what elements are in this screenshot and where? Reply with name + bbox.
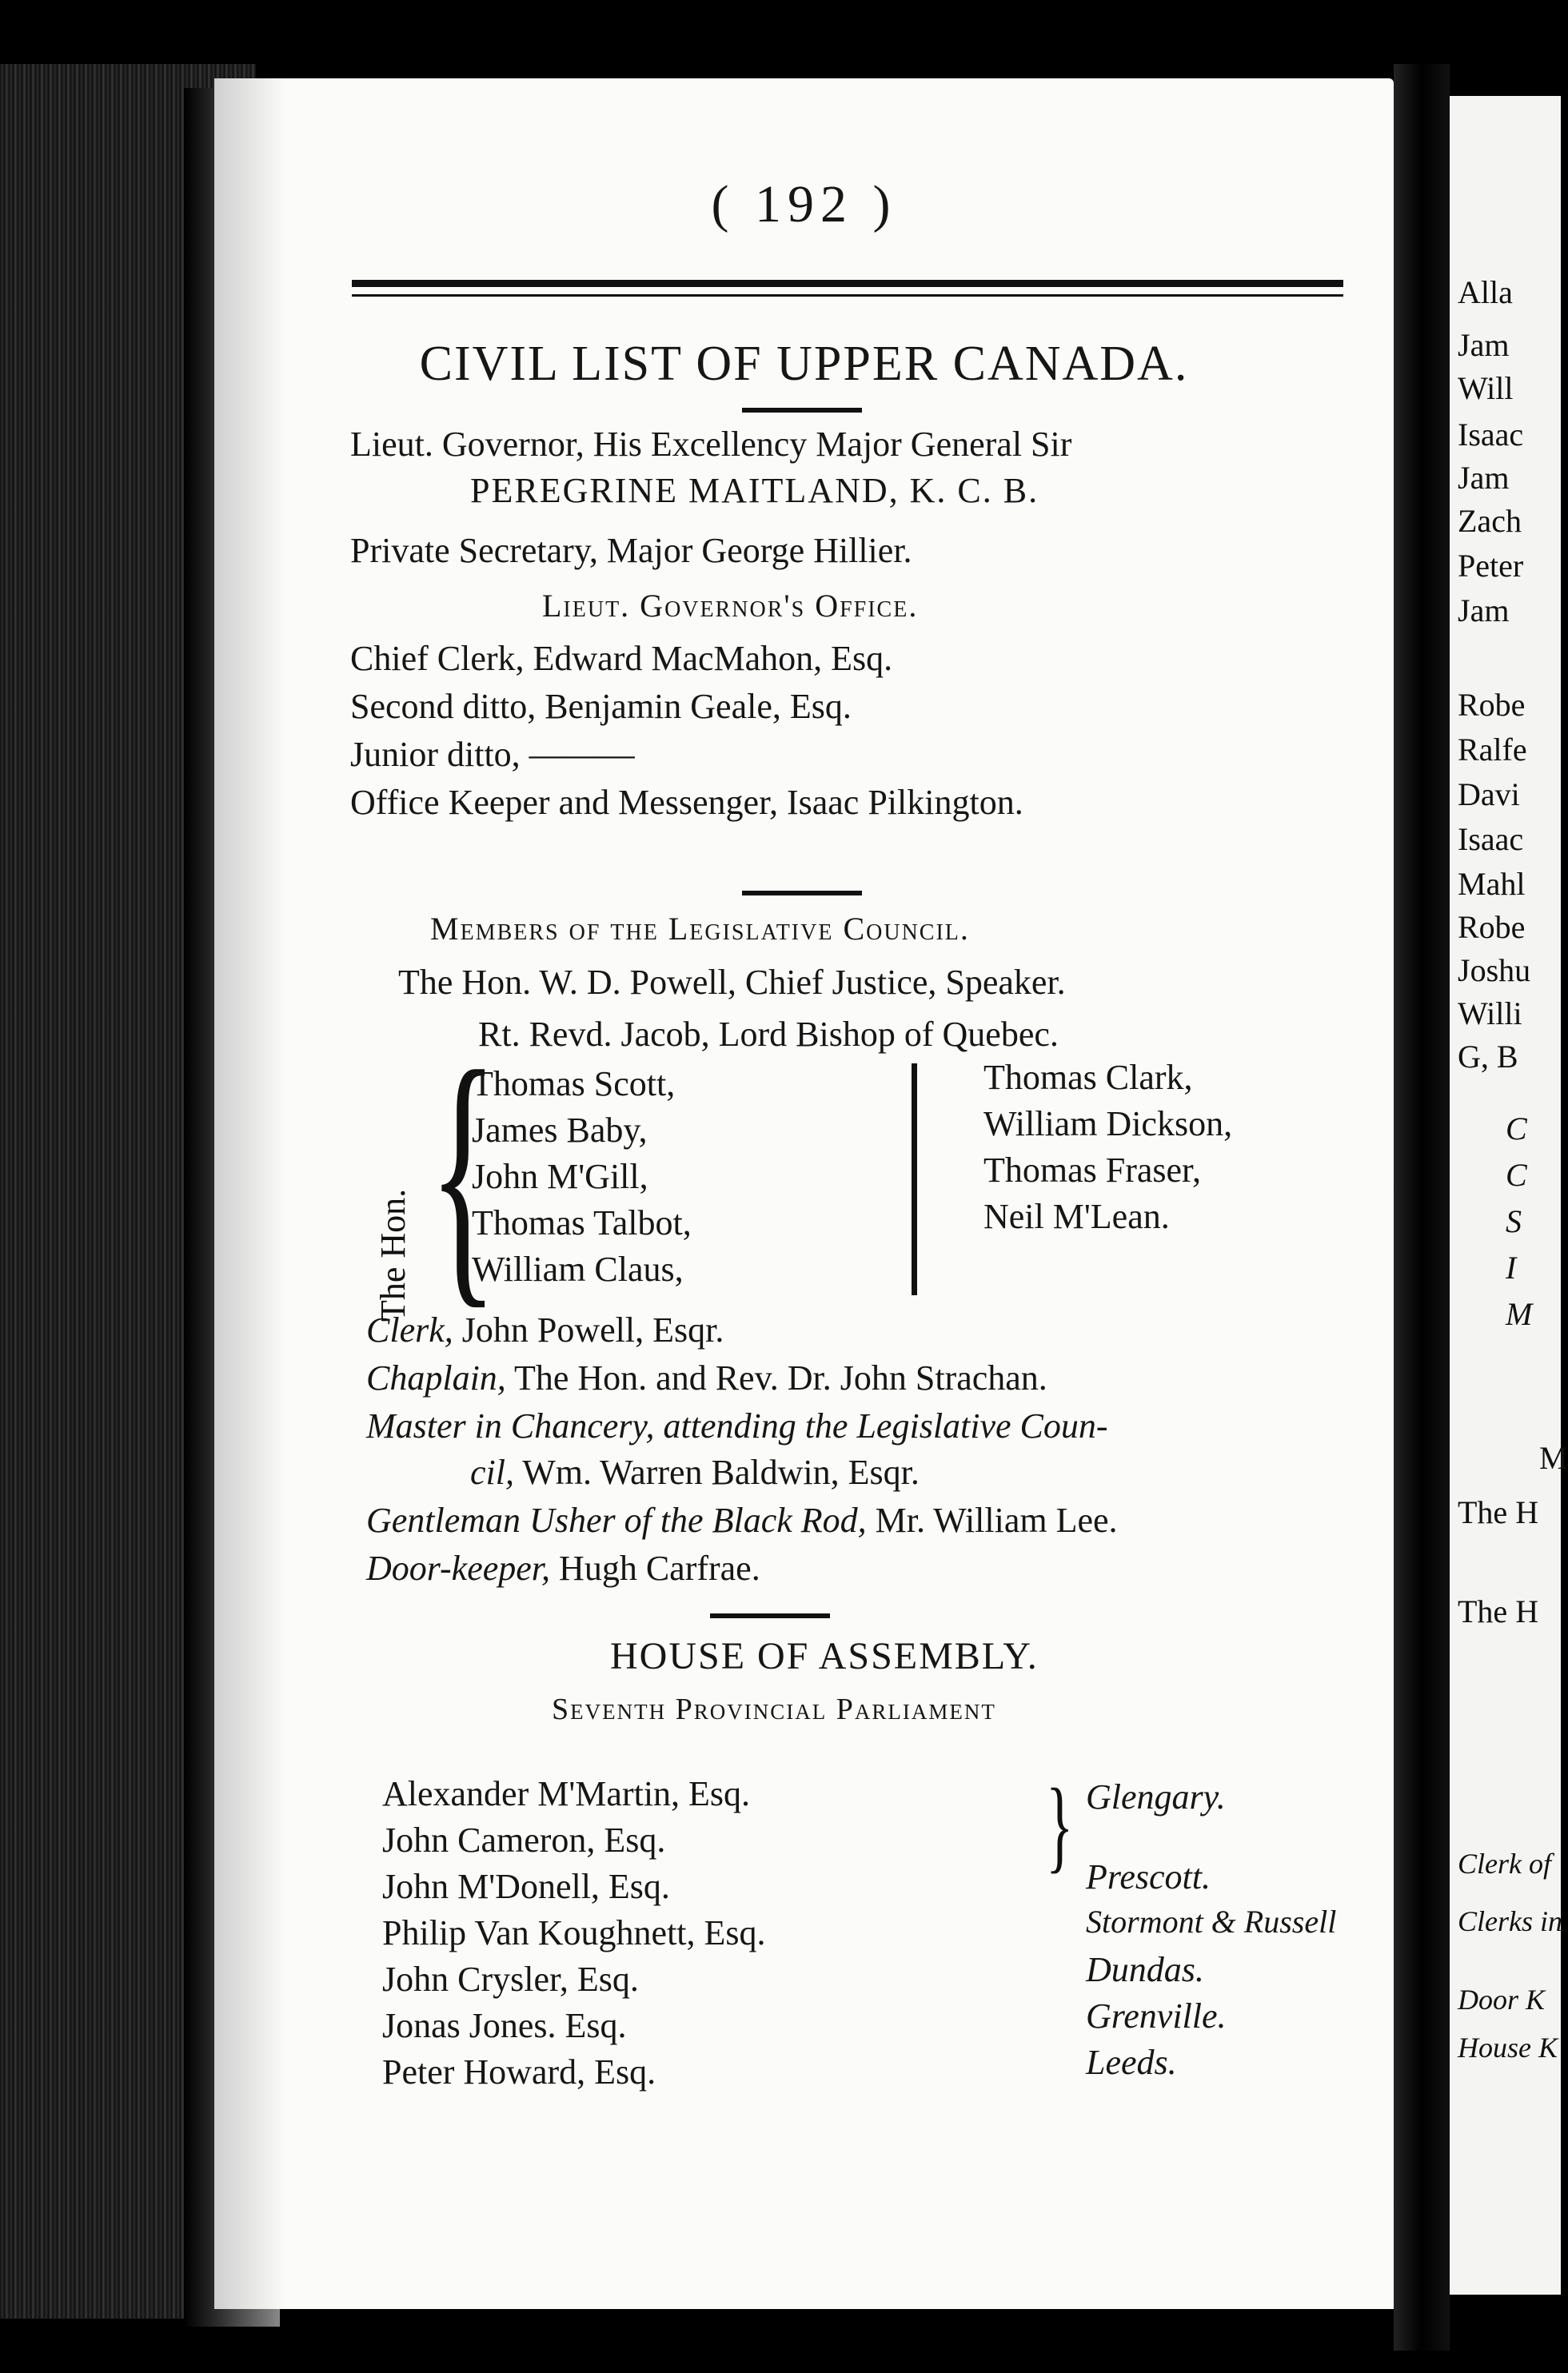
facing-page-fragment bbox=[1450, 96, 1568, 2295]
facing-page-text: Will bbox=[1458, 370, 1514, 406]
council-member: John M'Gill, bbox=[472, 1157, 648, 1196]
council-member: Thomas Scott, bbox=[472, 1064, 676, 1103]
book-page bbox=[214, 78, 1394, 2309]
private-secretary: Private Secretary, Major George Hillier. bbox=[350, 531, 912, 570]
assembly-member: John M'Donell, Esq. bbox=[382, 1867, 670, 1906]
assembly-heading: HOUSE OF ASSEMBLY. bbox=[610, 1635, 1039, 1677]
page-title: CIVIL LIST OF UPPER CANADA. bbox=[419, 337, 1189, 391]
facing-page-text: C bbox=[1506, 1157, 1527, 1193]
council-member: William Dickson, bbox=[983, 1104, 1233, 1143]
officer-line: Chaplain, The Hon. and Rev. Dr. John Strachan. bbox=[366, 1358, 1047, 1398]
office-line: Junior ditto, ——— bbox=[350, 735, 635, 774]
officer-line: cil, Wm. Warren Baldwin, Esqr. bbox=[470, 1453, 920, 1492]
assembly-member: Jonas Jones. Esq. bbox=[382, 2006, 627, 2045]
page-number: ( 192 ) bbox=[711, 175, 897, 233]
large-brace: { bbox=[429, 1012, 498, 1331]
facing-page-text: Jam bbox=[1458, 460, 1510, 496]
council-member: Thomas Clark, bbox=[983, 1058, 1193, 1097]
facing-page-text: Jam bbox=[1458, 327, 1510, 363]
facing-page-text: G, B bbox=[1458, 1039, 1518, 1075]
office-line: Chief Clerk, Edward MacMahon, Esq. bbox=[350, 639, 893, 678]
assembly-member: Philip Van Koughnett, Esq. bbox=[382, 1913, 766, 1952]
facing-page-text: I bbox=[1506, 1250, 1517, 1286]
office-line: Office Keeper and Messenger, Isaac Pilkington. bbox=[350, 783, 1023, 822]
assembly-member: John Crysler, Esq. bbox=[382, 1960, 639, 1999]
officer-line: Gentleman Usher of the Black Rod, Mr. William Lee. bbox=[366, 1501, 1118, 1540]
county: Dundas. bbox=[1086, 1950, 1204, 1989]
council-heading: Members of the Legislative Council. bbox=[430, 911, 970, 947]
facing-page-text: House K bbox=[1458, 2032, 1558, 2064]
office-heading: Lieut. Governor's Office. bbox=[542, 588, 919, 624]
facing-page-text: Willi bbox=[1458, 995, 1522, 1031]
county: Stormont & Russell bbox=[1086, 1904, 1337, 1940]
facing-page-text: M bbox=[1539, 1440, 1568, 1476]
facing-page-text: Peter bbox=[1458, 548, 1524, 584]
governor-name: PEREGRINE MAITLAND, K. C. B. bbox=[470, 471, 1039, 510]
governor-line: Lieut. Governor, His Excellency Major General Sir bbox=[350, 425, 1072, 464]
county: Grenville. bbox=[1086, 1996, 1227, 2036]
council-speaker: The Hon. W. D. Powell, Chief Justice, Speaker. bbox=[398, 963, 1066, 1002]
council-member: Thomas Fraser, bbox=[983, 1151, 1201, 1190]
office-line: Second ditto, Benjamin Geale, Esq. bbox=[350, 687, 852, 726]
facing-page-text: Davi bbox=[1458, 776, 1520, 812]
officer-line: Clerk, John Powell, Esqr. bbox=[366, 1310, 724, 1350]
facing-page-text: Door K bbox=[1458, 1984, 1546, 2016]
column-divider bbox=[912, 1063, 917, 1295]
book-gutter bbox=[1394, 64, 1450, 2351]
facing-page-text: Robe bbox=[1458, 687, 1526, 723]
assembly-member: Alexander M'Martin, Esq. bbox=[382, 1774, 751, 1813]
county-brace: } bbox=[1046, 1768, 1074, 1883]
facing-page-text: Joshu bbox=[1458, 952, 1531, 988]
facing-page-text: Clerk of bbox=[1458, 1848, 1551, 1880]
section-divider bbox=[742, 891, 862, 895]
facing-page-text: Isaac bbox=[1458, 821, 1524, 857]
council-member: William Claus, bbox=[472, 1250, 684, 1289]
facing-page-text: Jam bbox=[1458, 592, 1510, 628]
section-divider bbox=[710, 1613, 830, 1618]
council-member: James Baby, bbox=[472, 1111, 648, 1150]
facing-page-text: Ralfe bbox=[1458, 732, 1527, 768]
the-hon-label: The Hon. bbox=[373, 1188, 413, 1322]
assembly-member: John Cameron, Esq. bbox=[382, 1821, 666, 1860]
facing-page-text: The H bbox=[1458, 1593, 1539, 1629]
county: Leeds. bbox=[1086, 2043, 1177, 2082]
facing-page-text: The H bbox=[1458, 1494, 1539, 1530]
council-member: Thomas Talbot, bbox=[472, 1203, 692, 1242]
facing-page-text: Isaac bbox=[1458, 417, 1524, 453]
facing-page-text: S bbox=[1506, 1203, 1522, 1239]
facing-page-text: Mahl bbox=[1458, 866, 1526, 902]
section-divider bbox=[742, 408, 862, 413]
officer-line: Door-keeper, Hugh Carfrae. bbox=[366, 1549, 760, 1588]
facing-page-text: C bbox=[1506, 1111, 1527, 1147]
facing-page-text: M bbox=[1506, 1296, 1533, 1332]
assembly-subheading: Seventh Provincial Parliament bbox=[552, 1693, 996, 1726]
facing-page-text: Clerks in bbox=[1458, 1905, 1562, 1937]
county: Prescott. bbox=[1086, 1857, 1211, 1896]
facing-page-text: Zach bbox=[1458, 503, 1522, 539]
title-rule-thin bbox=[352, 294, 1343, 297]
title-rule-thick bbox=[352, 280, 1343, 287]
officer-line: Master in Chancery, attending the Legislative Coun- bbox=[366, 1406, 1108, 1446]
county: Glengary. bbox=[1086, 1777, 1226, 1817]
facing-page-text: Robe bbox=[1458, 909, 1526, 945]
council-member: Neil M'Lean. bbox=[983, 1197, 1170, 1236]
assembly-member: Peter Howard, Esq. bbox=[382, 2052, 656, 2092]
council-bishop: Rt. Revd. Jacob, Lord Bishop of Quebec. bbox=[478, 1015, 1059, 1054]
facing-page-text: Alla bbox=[1458, 274, 1513, 310]
